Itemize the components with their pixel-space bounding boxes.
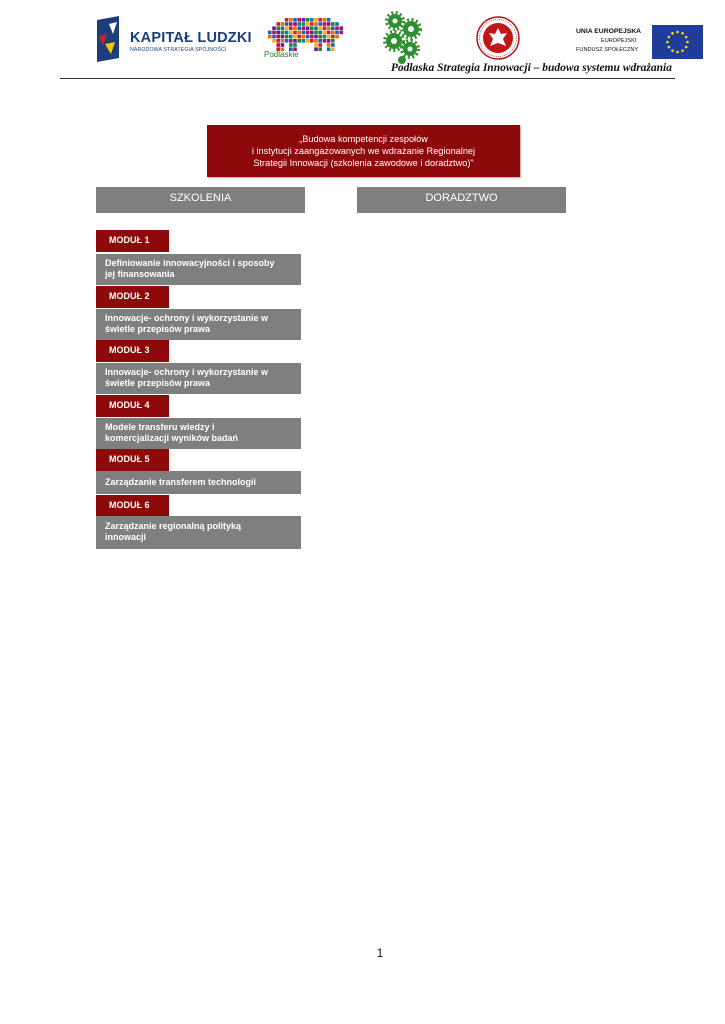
mosaic-tile	[318, 18, 322, 22]
mosaic-tile	[289, 22, 293, 26]
eu-flag-logo	[652, 25, 703, 59]
eu-star-icon	[681, 49, 684, 52]
mosaic-tile	[297, 18, 301, 22]
mosaic-tile	[331, 31, 335, 35]
mosaic-tile	[318, 39, 322, 43]
mosaic-tile	[302, 35, 306, 39]
mosaic-tile	[310, 35, 314, 39]
mosaic-tile	[281, 43, 285, 47]
eu-star-icon	[671, 49, 674, 52]
mosaic-tile	[339, 31, 343, 35]
mosaic-tile	[272, 35, 276, 39]
mosaic-tile	[289, 35, 293, 39]
module-2-description: Innowacje- ochrony i wykorzystanie w świetle przepisów prawa	[96, 309, 301, 340]
mosaic-tile	[306, 26, 310, 30]
mosaic-tile	[306, 31, 310, 35]
mosaic-tile	[327, 26, 331, 30]
mosaic-tile	[314, 47, 318, 51]
mosaic-tile	[268, 35, 272, 39]
kapital-ludzki-title: KAPITAŁ LUDZKI	[130, 30, 252, 46]
mosaic-tile	[314, 18, 318, 22]
mosaic-tile	[327, 47, 331, 51]
module-3-tag: MODUŁ 3	[96, 340, 169, 362]
mosaic-tile	[339, 26, 343, 30]
eu-star-icon	[686, 41, 689, 44]
mosaic-tile	[285, 22, 289, 26]
mosaic-tile	[302, 39, 306, 43]
mosaic-tile	[276, 35, 280, 39]
eu-star-icon	[668, 46, 671, 49]
mosaic-tile	[331, 39, 335, 43]
module-5-tag: MODUŁ 5	[96, 449, 169, 471]
mosaic-tile	[302, 18, 306, 22]
mosaic-tile	[335, 35, 339, 39]
mosaic-tile	[285, 35, 289, 39]
module-1-tag: MODUŁ 1	[96, 230, 169, 252]
mosaic-tile	[281, 22, 285, 26]
mosaic-tile	[281, 31, 285, 35]
mosaic-tile	[327, 39, 331, 43]
mosaic-tile	[297, 35, 301, 39]
mosaic-tile	[297, 39, 301, 43]
module-1-description: Definiowanie innowacyjności i sposoby jej finansowania	[96, 254, 301, 285]
mosaic-tile	[293, 18, 297, 22]
mosaic-tile	[331, 43, 335, 47]
podlaskie-label: Podlaskie	[264, 50, 299, 59]
mosaic-tile	[302, 22, 306, 26]
mosaic-tile	[335, 26, 339, 30]
mosaic-tile	[335, 31, 339, 35]
mosaic-tile	[306, 22, 310, 26]
mosaic-tile	[310, 22, 314, 26]
mosaic-tile	[293, 26, 297, 30]
mosaic-tile	[302, 31, 306, 35]
mosaic-tile	[276, 31, 280, 35]
mosaic-tile	[327, 35, 331, 39]
mosaic-tile	[318, 31, 322, 35]
module-6-description: Zarządzanie regionalną polityką innowacji	[96, 516, 301, 549]
mosaic-tile	[289, 31, 293, 35]
mosaic-tile	[327, 43, 331, 47]
mosaic-tile	[331, 47, 335, 51]
mosaic-tile	[310, 39, 314, 43]
document-header-title: Podlaska Strategia Innowacji – budowa systemu wdrażania	[390, 62, 672, 74]
page-number: 1	[376, 946, 384, 960]
eu-star-icon	[666, 41, 669, 44]
module-3-description: Innowacje- ochrony i wykorzystanie w świetle przepisów prawa	[96, 363, 301, 394]
header-divider	[60, 78, 675, 79]
mosaic-tile	[306, 39, 310, 43]
mosaic-tile	[289, 39, 293, 43]
mosaic-tile	[302, 26, 306, 30]
mosaic-tile	[323, 39, 327, 43]
project-title: „Budowa kompetencji zespołów i instytucji zaangażowanych we wdrażanie Regionalnej Strategii Innowacji (szkolenia zawodowe i doradztwo)"	[251, 134, 476, 168]
mosaic-tile	[331, 35, 335, 39]
eu-star-icon	[681, 32, 684, 35]
mosaic-tile	[276, 22, 280, 26]
mosaic-tile	[285, 39, 289, 43]
mosaic-tile	[314, 39, 318, 43]
mosaic-tile	[314, 26, 318, 30]
module-4-description: Modele transferu wiedzy i komercjalizacji wyników badań	[96, 418, 301, 449]
mosaic-tile	[285, 31, 289, 35]
mosaic-tile	[327, 18, 331, 22]
mosaic-tile	[289, 18, 293, 22]
mosaic-tile	[293, 43, 297, 47]
mosaic-tile	[281, 39, 285, 43]
mosaic-tile	[323, 26, 327, 30]
module-6-tag: MODUŁ 6	[96, 495, 169, 517]
mosaic-tile	[276, 39, 280, 43]
kapital-ludzki-subtitle: NARODOWA STRATEGIA SPÓJNOŚCI	[130, 47, 227, 53]
project-title-box	[207, 125, 520, 177]
mosaic-tile	[314, 31, 318, 35]
mosaic-tile	[285, 26, 289, 30]
mosaic-tile	[310, 18, 314, 22]
eu-star-icon	[676, 51, 679, 54]
mosaic-tile	[293, 35, 297, 39]
eu-title: UNIA EUROPEJSKA	[576, 28, 642, 35]
mosaic-tile	[297, 26, 301, 30]
mosaic-tile	[289, 26, 293, 30]
mosaic-tile	[318, 26, 322, 30]
mosaic-tile	[276, 26, 280, 30]
mosaic-tile	[281, 26, 285, 30]
mosaic-tile	[293, 39, 297, 43]
mosaic-tile	[327, 22, 331, 26]
mosaic-tile	[272, 31, 276, 35]
mosaic-tile	[285, 18, 289, 22]
eu-star-icon	[676, 31, 679, 34]
mosaic-tile	[323, 22, 327, 26]
mosaic-tile	[331, 22, 335, 26]
eu-star-icon	[685, 36, 688, 39]
eu-subtitle-1: EUROPEJSKI	[601, 38, 637, 44]
mosaic-tile	[293, 22, 297, 26]
mosaic-tile	[318, 47, 322, 51]
szkolenia-header: SZKOLENIA	[96, 187, 305, 213]
mosaic-tile	[310, 31, 314, 35]
module-2-tag: MODUŁ 2	[96, 286, 169, 308]
mosaic-tile	[272, 39, 276, 43]
eu-subtitle-2: FUNDUSZ SPOŁECZNY	[576, 47, 639, 53]
eu-star-icon	[668, 36, 671, 39]
mosaic-tile	[314, 22, 318, 26]
mosaic-tile	[323, 35, 327, 39]
doradztwo-header: DORADZTWO	[357, 187, 566, 213]
mosaic-tile	[289, 43, 293, 47]
mosaic-tile	[297, 31, 301, 35]
mosaic-tile	[314, 43, 318, 47]
eu-star-icon	[671, 32, 674, 35]
mosaic-tile	[306, 18, 310, 22]
module-5-description: Zarządzanie transferem technologii	[96, 471, 301, 494]
mosaic-tile	[331, 26, 335, 30]
mosaic-tile	[281, 35, 285, 39]
mosaic-tile	[323, 18, 327, 22]
mosaic-tile	[327, 31, 331, 35]
mosaic-tile	[310, 26, 314, 30]
mosaic-tile	[318, 35, 322, 39]
mosaic-tile	[293, 31, 297, 35]
module-4-tag: MODUŁ 4	[96, 395, 169, 417]
mosaic-tile	[272, 26, 276, 30]
mosaic-tile	[318, 43, 322, 47]
university-emblem-logo	[476, 16, 520, 60]
gears-logo	[380, 9, 426, 65]
mosaic-tile	[306, 35, 310, 39]
mosaic-tile	[268, 31, 272, 35]
mosaic-tile	[276, 43, 280, 47]
mosaic-tile	[314, 35, 318, 39]
mosaic-tile	[297, 22, 301, 26]
eu-star-icon	[685, 46, 688, 49]
mosaic-tile	[323, 31, 327, 35]
mosaic-tile	[335, 22, 339, 26]
mosaic-tile	[318, 22, 322, 26]
